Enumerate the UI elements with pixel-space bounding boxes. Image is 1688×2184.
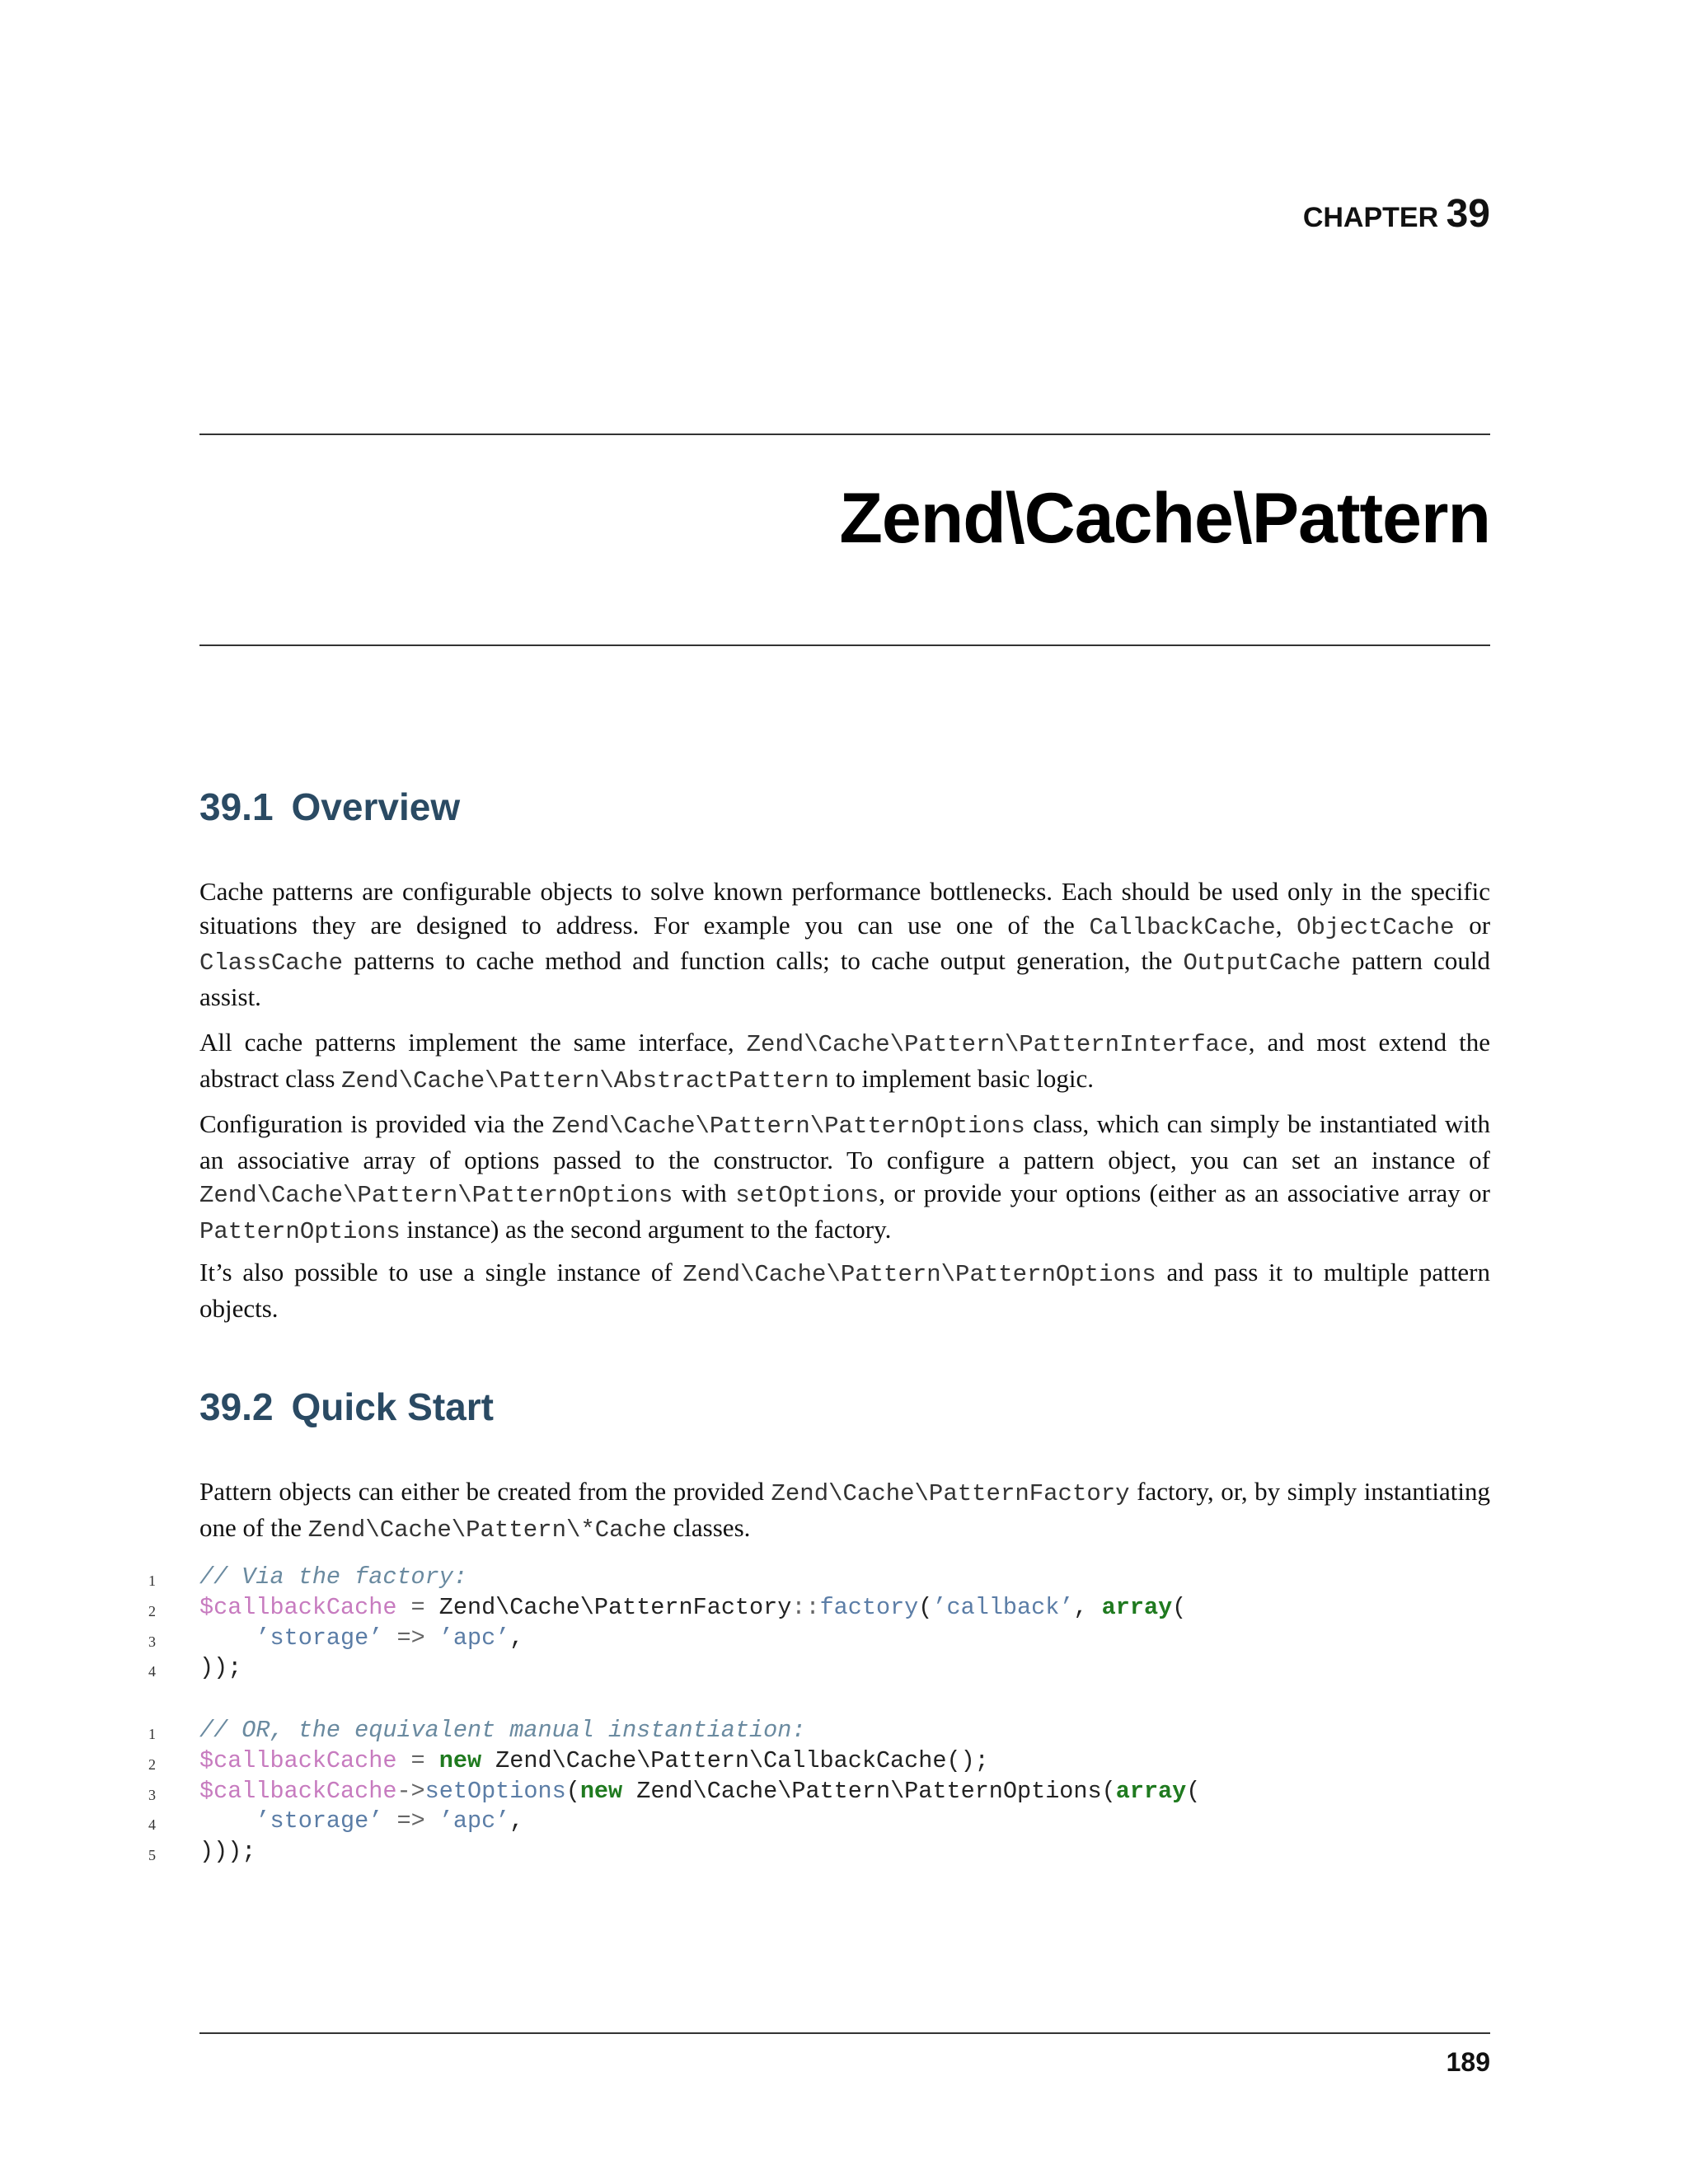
code-block — [148, 1716, 1492, 1868]
chapter-word: CHAPTER — [1302, 202, 1439, 233]
line-number: 1 — [148, 1726, 156, 1742]
line-number: 5 — [148, 1847, 156, 1864]
code-token: = — [396, 1746, 439, 1774]
code-token: new — [579, 1777, 623, 1805]
code-token: Zend\Cache\PatternFactory — [438, 1593, 792, 1621]
code-source — [199, 1563, 467, 1593]
chapter-label — [1303, 191, 1490, 237]
chapter-number: 39 — [1446, 192, 1490, 236]
section-title: Quick Start — [291, 1385, 494, 1428]
code-token: $callbackCache — [199, 1777, 397, 1805]
code-token: , — [509, 1624, 524, 1652]
code-line — [148, 1624, 1492, 1654]
code-line — [148, 1653, 1492, 1684]
paragraph-text: factory, or, by simply instantiating one of the — [199, 1477, 1490, 1542]
code-token: ( — [1186, 1777, 1201, 1805]
code-token: ’storage’ — [256, 1807, 383, 1835]
inline-code: Zend\Cache\Pattern\PatternOptions — [682, 1261, 1156, 1288]
paragraph-text: pattern could assist. — [199, 946, 1490, 1011]
line-number: 4 — [148, 1663, 156, 1680]
code-source — [199, 1746, 989, 1777]
code-line — [148, 1837, 1492, 1868]
paragraph-text: Pattern objects can either be created from the provided — [199, 1477, 771, 1506]
inline-code: setOptions — [735, 1182, 879, 1209]
paragraph — [199, 875, 1490, 1014]
footer-rule — [199, 2032, 1490, 2034]
paragraph-text: or — [1454, 910, 1491, 940]
code-source — [199, 1716, 805, 1746]
inline-code: OutputCache — [1183, 949, 1341, 977]
paragraph-text: with — [673, 1179, 736, 1207]
section-number: 39.1 — [199, 785, 274, 828]
code-line — [148, 1563, 1492, 1593]
paragraph-text: and pass it to multiple pattern objects. — [199, 1258, 1490, 1323]
code-line — [148, 1777, 1492, 1807]
code-token: ’storage’ — [256, 1624, 383, 1652]
page-number: 189 — [1446, 2047, 1490, 2077]
code-token: array — [1115, 1777, 1187, 1805]
code-line — [148, 1746, 1492, 1777]
code-token: ( — [918, 1593, 933, 1621]
line-number: 2 — [148, 1602, 156, 1619]
paragraph-text: Configuration is provided via the — [199, 1109, 552, 1138]
code-token: => — [382, 1624, 439, 1652]
inline-code: CallbackCache — [1089, 913, 1276, 941]
paragraph-text: to implement basic logic. — [828, 1063, 1094, 1093]
code-token: factory — [819, 1593, 919, 1621]
paragraph — [199, 1256, 1490, 1325]
code-token: Zend\Cache\Pattern\CallbackCache(); — [481, 1746, 989, 1774]
code-token: -> — [396, 1777, 425, 1805]
code-token: // Via the factory: — [199, 1563, 467, 1591]
code-line — [148, 1593, 1492, 1624]
code-source — [199, 1837, 256, 1868]
code-token: ))); — [199, 1838, 256, 1866]
chapter-title: Zend\Cache\Pattern — [839, 479, 1490, 558]
inline-code: Zend\Cache\Pattern\PatternOptions — [199, 1182, 673, 1209]
code-token: = — [396, 1593, 439, 1621]
inline-code: Zend\Cache\Pattern\PatternOptions — [551, 1113, 1025, 1140]
section-title: Overview — [291, 785, 461, 828]
inline-code: Zend\Cache\Pattern\AbstractPattern — [341, 1066, 829, 1094]
paragraph — [199, 1108, 1490, 1249]
paragraph-text: , or provide your options (either as an associative array or — [879, 1179, 1490, 1207]
code-token: , — [509, 1807, 524, 1835]
code-token: // OR, the equivalent manual instantiation: — [199, 1717, 806, 1744]
code-source — [199, 1624, 523, 1654]
code-token — [199, 1624, 256, 1652]
line-number: 3 — [148, 1633, 156, 1650]
inline-code: Zend\Cache\PatternFactory — [771, 1480, 1130, 1507]
code-line — [148, 1716, 1492, 1746]
code-token: :: — [791, 1593, 820, 1621]
inline-code: ObjectCache — [1296, 913, 1455, 941]
code-token: new — [438, 1746, 482, 1774]
code-token: )); — [199, 1654, 242, 1682]
paragraph-text: class, which can simply be instantiated with an associative array of options passed to the constructor. To configure a pattern object, you can set an instance of — [199, 1109, 1490, 1174]
code-token: setOptions — [424, 1777, 566, 1805]
inline-code: Zend\Cache\Pattern\PatternInterface — [746, 1031, 1249, 1058]
inline-code: Zend\Cache\Pattern\*Cache — [307, 1516, 667, 1544]
paragraph-text: patterns to cache method and function calls; to cache output generation, the — [343, 946, 1184, 975]
code-source — [199, 1593, 1186, 1624]
code-source — [199, 1807, 523, 1837]
code-source — [199, 1653, 241, 1684]
code-block — [148, 1563, 1492, 1684]
paragraph-text: Cache patterns are configurable objects to solve known performance bottlenecks. Each should be used only in the specific situations they are designed to address. For example you can use one of the — [199, 877, 1490, 940]
paragraph-text: instance) as the second argument to the factory. — [400, 1214, 892, 1244]
section-number: 39.2 — [199, 1385, 274, 1428]
line-number: 3 — [148, 1786, 156, 1803]
paragraph — [199, 1026, 1490, 1098]
code-token: ( — [565, 1777, 580, 1805]
code-token: array — [1101, 1593, 1173, 1621]
paragraph-text: , — [1275, 910, 1297, 940]
title-rule — [199, 644, 1490, 646]
paragraph-text: It’s also possible to use a single instance of — [199, 1258, 683, 1286]
line-number: 2 — [148, 1755, 156, 1773]
top-rule — [199, 434, 1490, 435]
code-token: $callbackCache — [199, 1593, 397, 1621]
code-token: Zend\Cache\Pattern\PatternOptions( — [622, 1777, 1116, 1805]
code-token: ’apc’ — [438, 1807, 510, 1835]
code-token: $callbackCache — [199, 1746, 397, 1774]
code-token: ’callback’ — [932, 1593, 1074, 1621]
code-token: ( — [1172, 1593, 1187, 1621]
code-token: => — [382, 1807, 439, 1835]
code-line — [148, 1807, 1492, 1837]
code-token: , — [1073, 1593, 1102, 1621]
paragraph — [199, 1475, 1490, 1547]
section-heading-overview — [199, 785, 460, 829]
paragraph-text: All cache patterns implement the same interface, — [199, 1028, 747, 1057]
line-number: 4 — [148, 1816, 156, 1834]
code-token: ’apc’ — [438, 1624, 510, 1652]
paragraph-text: , and most extend the abstract class — [199, 1028, 1490, 1093]
inline-code: PatternOptions — [199, 1217, 401, 1245]
line-number: 1 — [148, 1572, 156, 1589]
section-heading-quick-start — [199, 1385, 494, 1429]
code-token — [199, 1807, 256, 1835]
inline-code: ClassCache — [199, 949, 344, 977]
code-source — [199, 1777, 1200, 1807]
paragraph-text: classes. — [666, 1512, 751, 1542]
